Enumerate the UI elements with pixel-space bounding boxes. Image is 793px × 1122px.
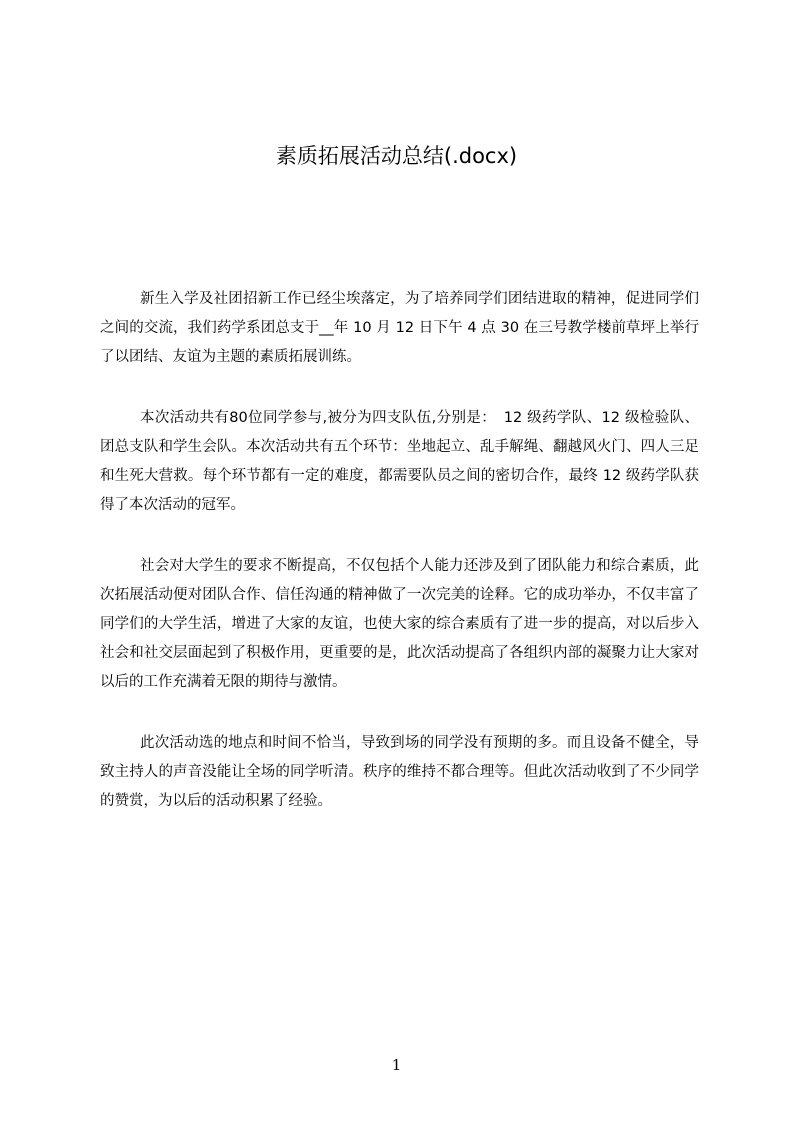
- paragraph-4: 此次活动选的地点和时间不恰当，导致到场的同学没有预期的多。而且设备不健全，导致主持人的声音没能让全场的同学听清。秩序的维持不都合理等。但此次活动收到了不少同学的赞赏，为以后的活动积累了经验。: [100, 735, 699, 809]
- paragraph-1: 新生入学及社团招新工作已经尘埃落定，为了培养同学们团结进取的精神，促进同学们之间的交流，我们药学系团总支于__年 10 月 12 日下午 4 点 30 在三号教学楼前草坪上举行了以团结、友谊为主题的素质拓展训练。: [100, 291, 699, 365]
- paragraph-2: 本次活动共有80位同学参与,被分为四支队伍,分别是： 12 级药学队、12 级检验队、团总支队和学生会队。本次活动共有五个环节：坐地起立、乱手解绳、翻越风火门、四人三足和生死大营救。每个环节都有一定的难度，都需要队员之间的密切合作，最终 12 级药学队获得了本次活动的冠军。: [100, 410, 699, 513]
- document-body: [100, 285, 699, 848]
- document-title: 素质拓展活动总结(.docx): [275, 144, 518, 168]
- paragraph-3: 社会对大学生的要求不断提高，不仅包括个人能力还涉及到了团队能力和综合素质，此次拓展活动便对团队合作、信任沟通的精神做了一次完美的诠释。它的成功举办，不仅丰富了同学们的大学生活，增进了大家的友谊，也使大家的综合素质有了进一步的提高，对以后步入社会和社交层面起到了积极作用，更重要的是，此次活动提高了各组织内部的凝聚力让大家对以后的工作充满着无限的期待与激情。: [100, 558, 699, 690]
- page-number: 1: [391, 1056, 402, 1074]
